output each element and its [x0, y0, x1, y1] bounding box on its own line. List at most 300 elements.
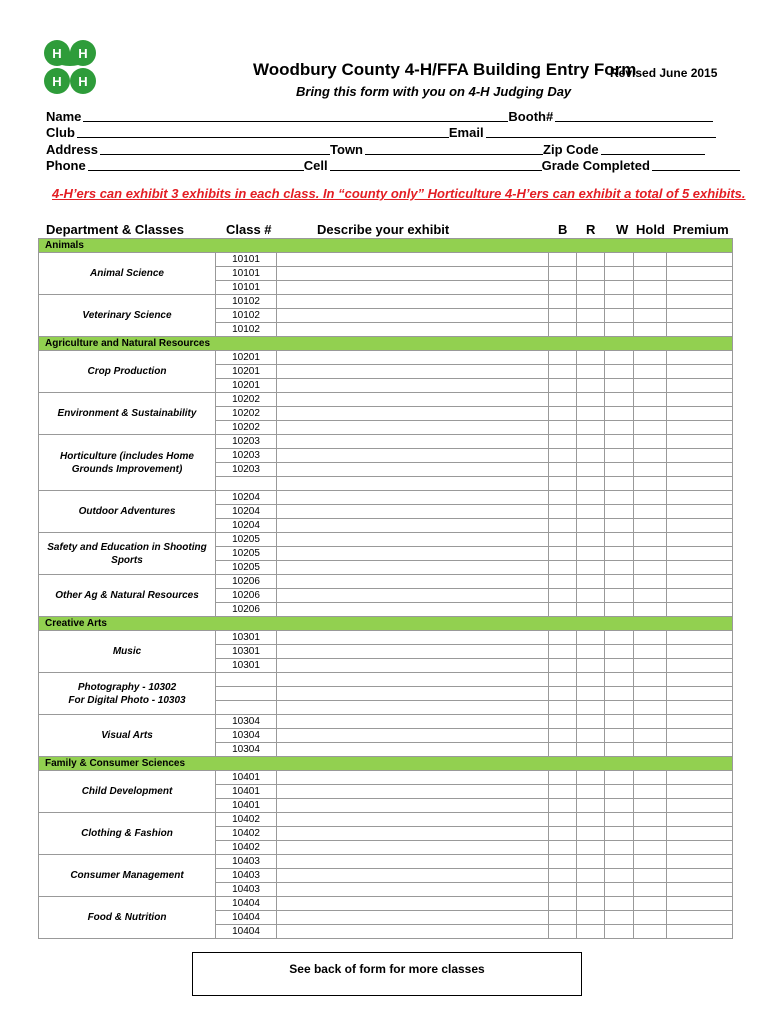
hold-cell[interactable] — [634, 673, 667, 687]
premium-cell[interactable] — [667, 393, 733, 407]
zip-field[interactable] — [601, 143, 705, 155]
hold-cell[interactable] — [634, 323, 667, 337]
premium-cell[interactable] — [667, 925, 733, 939]
r-cell[interactable] — [577, 365, 605, 379]
r-cell[interactable] — [577, 729, 605, 743]
hold-cell[interactable] — [634, 631, 667, 645]
r-cell[interactable] — [577, 323, 605, 337]
describe-cell[interactable] — [277, 897, 549, 911]
hold-cell[interactable] — [634, 253, 667, 267]
r-cell[interactable] — [577, 253, 605, 267]
describe-cell[interactable] — [277, 449, 549, 463]
b-cell[interactable] — [549, 491, 577, 505]
w-cell[interactable] — [605, 393, 634, 407]
premium-cell[interactable] — [667, 631, 733, 645]
describe-cell[interactable] — [277, 505, 549, 519]
w-cell[interactable] — [605, 281, 634, 295]
w-cell[interactable] — [605, 785, 634, 799]
hold-cell[interactable] — [634, 407, 667, 421]
premium-cell[interactable] — [667, 687, 733, 701]
describe-cell[interactable] — [277, 645, 549, 659]
premium-cell[interactable] — [667, 253, 733, 267]
b-cell[interactable] — [549, 701, 577, 715]
hold-cell[interactable] — [634, 869, 667, 883]
premium-cell[interactable] — [667, 743, 733, 757]
describe-cell[interactable] — [277, 631, 549, 645]
w-cell[interactable] — [605, 477, 634, 491]
b-cell[interactable] — [549, 421, 577, 435]
describe-cell[interactable] — [277, 673, 549, 687]
premium-cell[interactable] — [667, 715, 733, 729]
r-cell[interactable] — [577, 785, 605, 799]
describe-cell[interactable] — [277, 309, 549, 323]
b-cell[interactable] — [549, 463, 577, 477]
w-cell[interactable] — [605, 253, 634, 267]
r-cell[interactable] — [577, 533, 605, 547]
w-cell[interactable] — [605, 729, 634, 743]
w-cell[interactable] — [605, 449, 634, 463]
r-cell[interactable] — [577, 477, 605, 491]
describe-cell[interactable] — [277, 407, 549, 421]
b-cell[interactable] — [549, 519, 577, 533]
r-cell[interactable] — [577, 673, 605, 687]
premium-cell[interactable] — [667, 533, 733, 547]
premium-cell[interactable] — [667, 547, 733, 561]
b-cell[interactable] — [549, 575, 577, 589]
b-cell[interactable] — [549, 715, 577, 729]
r-cell[interactable] — [577, 855, 605, 869]
premium-cell[interactable] — [667, 477, 733, 491]
hold-cell[interactable] — [634, 813, 667, 827]
w-cell[interactable] — [605, 897, 634, 911]
w-cell[interactable] — [605, 813, 634, 827]
r-cell[interactable] — [577, 897, 605, 911]
b-cell[interactable] — [549, 323, 577, 337]
premium-cell[interactable] — [667, 785, 733, 799]
hold-cell[interactable] — [634, 365, 667, 379]
w-cell[interactable] — [605, 883, 634, 897]
hold-cell[interactable] — [634, 533, 667, 547]
b-cell[interactable] — [549, 561, 577, 575]
describe-cell[interactable] — [277, 393, 549, 407]
r-cell[interactable] — [577, 491, 605, 505]
w-cell[interactable] — [605, 589, 634, 603]
premium-cell[interactable] — [667, 351, 733, 365]
premium-cell[interactable] — [667, 883, 733, 897]
w-cell[interactable] — [605, 407, 634, 421]
w-cell[interactable] — [605, 855, 634, 869]
b-cell[interactable] — [549, 365, 577, 379]
describe-cell[interactable] — [277, 519, 549, 533]
hold-cell[interactable] — [634, 463, 667, 477]
describe-cell[interactable] — [277, 533, 549, 547]
hold-cell[interactable] — [634, 575, 667, 589]
b-cell[interactable] — [549, 547, 577, 561]
w-cell[interactable] — [605, 743, 634, 757]
hold-cell[interactable] — [634, 519, 667, 533]
premium-cell[interactable] — [667, 771, 733, 785]
w-cell[interactable] — [605, 603, 634, 617]
cell-label: Cell — [303, 158, 328, 173]
hold-cell[interactable] — [634, 393, 667, 407]
premium-cell[interactable] — [667, 827, 733, 841]
w-cell[interactable] — [605, 547, 634, 561]
r-cell[interactable] — [577, 771, 605, 785]
r-cell[interactable] — [577, 715, 605, 729]
r-cell[interactable] — [577, 575, 605, 589]
premium-cell[interactable] — [667, 575, 733, 589]
premium-cell[interactable] — [667, 855, 733, 869]
describe-cell[interactable] — [277, 421, 549, 435]
hold-cell[interactable] — [634, 267, 667, 281]
describe-cell[interactable] — [277, 715, 549, 729]
b-cell[interactable] — [549, 771, 577, 785]
premium-cell[interactable] — [667, 729, 733, 743]
describe-cell[interactable] — [277, 799, 549, 813]
b-cell[interactable] — [549, 351, 577, 365]
w-cell[interactable] — [605, 435, 634, 449]
hold-cell[interactable] — [634, 729, 667, 743]
hold-cell[interactable] — [634, 589, 667, 603]
premium-cell[interactable] — [667, 813, 733, 827]
w-cell[interactable] — [605, 351, 634, 365]
r-cell[interactable] — [577, 295, 605, 309]
hold-cell[interactable] — [634, 925, 667, 939]
r-cell[interactable] — [577, 379, 605, 393]
describe-cell[interactable] — [277, 589, 549, 603]
r-cell[interactable] — [577, 841, 605, 855]
b-cell[interactable] — [549, 729, 577, 743]
describe-cell[interactable] — [277, 253, 549, 267]
w-cell[interactable] — [605, 841, 634, 855]
premium-cell[interactable] — [667, 603, 733, 617]
premium-cell[interactable] — [667, 589, 733, 603]
r-cell[interactable] — [577, 407, 605, 421]
premium-cell[interactable] — [667, 323, 733, 337]
describe-cell[interactable] — [277, 351, 549, 365]
class-label: Clothing & Fashion — [39, 813, 216, 855]
premium-cell[interactable] — [667, 407, 733, 421]
r-cell[interactable] — [577, 631, 605, 645]
hold-cell[interactable] — [634, 701, 667, 715]
hold-cell[interactable] — [634, 505, 667, 519]
hold-cell[interactable] — [634, 449, 667, 463]
b-cell[interactable] — [549, 253, 577, 267]
hold-cell[interactable] — [634, 827, 667, 841]
b-cell[interactable] — [549, 505, 577, 519]
r-cell[interactable] — [577, 813, 605, 827]
hold-cell[interactable] — [634, 379, 667, 393]
describe-cell[interactable] — [277, 267, 549, 281]
w-cell[interactable] — [605, 575, 634, 589]
class-number: 10203 — [216, 449, 277, 463]
b-cell[interactable] — [549, 309, 577, 323]
w-cell[interactable] — [605, 533, 634, 547]
describe-cell[interactable] — [277, 883, 549, 897]
premium-cell[interactable] — [667, 463, 733, 477]
class-label: Child Development — [39, 771, 216, 813]
r-cell[interactable] — [577, 883, 605, 897]
premium-cell[interactable] — [667, 379, 733, 393]
hold-cell[interactable] — [634, 603, 667, 617]
describe-cell[interactable] — [277, 743, 549, 757]
w-cell[interactable] — [605, 421, 634, 435]
b-cell[interactable] — [549, 267, 577, 281]
b-cell[interactable] — [549, 869, 577, 883]
b-cell[interactable] — [549, 743, 577, 757]
w-cell[interactable] — [605, 701, 634, 715]
describe-cell[interactable] — [277, 435, 549, 449]
describe-cell[interactable] — [277, 729, 549, 743]
w-cell[interactable] — [605, 505, 634, 519]
b-cell[interactable] — [549, 799, 577, 813]
w-cell[interactable] — [605, 309, 634, 323]
r-cell[interactable] — [577, 421, 605, 435]
w-cell[interactable] — [605, 519, 634, 533]
describe-cell[interactable] — [277, 827, 549, 841]
describe-cell[interactable] — [277, 365, 549, 379]
r-cell[interactable] — [577, 603, 605, 617]
w-cell[interactable] — [605, 379, 634, 393]
describe-cell[interactable] — [277, 855, 549, 869]
describe-cell[interactable] — [277, 463, 549, 477]
revised-date: Revised June 2015 — [610, 66, 718, 80]
w-cell[interactable] — [605, 771, 634, 785]
b-cell[interactable] — [549, 813, 577, 827]
r-cell[interactable] — [577, 869, 605, 883]
describe-cell[interactable] — [277, 603, 549, 617]
b-cell[interactable] — [549, 645, 577, 659]
describe-cell[interactable] — [277, 323, 549, 337]
hold-cell[interactable] — [634, 897, 667, 911]
b-cell[interactable] — [549, 477, 577, 491]
hold-cell[interactable] — [634, 295, 667, 309]
r-cell[interactable] — [577, 561, 605, 575]
w-cell[interactable] — [605, 673, 634, 687]
describe-cell[interactable] — [277, 477, 549, 491]
r-cell[interactable] — [577, 309, 605, 323]
hold-cell[interactable] — [634, 799, 667, 813]
premium-cell[interactable] — [667, 645, 733, 659]
b-cell[interactable] — [549, 925, 577, 939]
r-cell[interactable] — [577, 547, 605, 561]
b-cell[interactable] — [549, 449, 577, 463]
describe-cell[interactable] — [277, 659, 549, 673]
b-cell[interactable] — [549, 659, 577, 673]
hold-cell[interactable] — [634, 645, 667, 659]
b-cell[interactable] — [549, 883, 577, 897]
b-cell[interactable] — [549, 855, 577, 869]
b-cell[interactable] — [549, 533, 577, 547]
b-cell[interactable] — [549, 295, 577, 309]
b-cell[interactable] — [549, 379, 577, 393]
premium-cell[interactable] — [667, 869, 733, 883]
r-cell[interactable] — [577, 505, 605, 519]
r-cell[interactable] — [577, 911, 605, 925]
premium-cell[interactable] — [667, 435, 733, 449]
w-cell[interactable] — [605, 631, 634, 645]
cell-field[interactable] — [330, 159, 542, 171]
r-cell[interactable] — [577, 743, 605, 757]
b-cell[interactable] — [549, 407, 577, 421]
premium-cell[interactable] — [667, 309, 733, 323]
describe-cell[interactable] — [277, 771, 549, 785]
hold-cell[interactable] — [634, 911, 667, 925]
describe-cell[interactable] — [277, 491, 549, 505]
w-cell[interactable] — [605, 463, 634, 477]
b-cell[interactable] — [549, 603, 577, 617]
premium-cell[interactable] — [667, 505, 733, 519]
phone-field[interactable] — [88, 159, 304, 171]
address-label: Address — [46, 141, 99, 157]
hold-cell[interactable] — [634, 771, 667, 785]
b-cell[interactable] — [549, 911, 577, 925]
w-cell[interactable] — [605, 827, 634, 841]
b-cell[interactable] — [549, 589, 577, 603]
describe-cell[interactable] — [277, 281, 549, 295]
describe-cell[interactable] — [277, 295, 549, 309]
r-cell[interactable] — [577, 659, 605, 673]
describe-cell[interactable] — [277, 561, 549, 575]
describe-cell[interactable] — [277, 925, 549, 939]
r-cell[interactable] — [577, 589, 605, 603]
premium-cell[interactable] — [667, 267, 733, 281]
b-cell[interactable] — [549, 435, 577, 449]
hold-cell[interactable] — [634, 435, 667, 449]
describe-cell[interactable] — [277, 841, 549, 855]
class-number: 10203 — [216, 435, 277, 449]
w-cell[interactable] — [605, 561, 634, 575]
hold-cell[interactable] — [634, 687, 667, 701]
premium-cell[interactable] — [667, 701, 733, 715]
address-field[interactable] — [100, 143, 330, 155]
r-cell[interactable] — [577, 687, 605, 701]
class-number: 10304 — [216, 715, 277, 729]
town-field[interactable] — [365, 143, 543, 155]
b-cell[interactable] — [549, 897, 577, 911]
w-cell[interactable] — [605, 659, 634, 673]
premium-cell[interactable] — [667, 673, 733, 687]
b-cell[interactable] — [549, 687, 577, 701]
describe-cell[interactable] — [277, 547, 549, 561]
w-cell[interactable] — [605, 869, 634, 883]
name-field[interactable] — [83, 110, 508, 122]
premium-cell[interactable] — [667, 519, 733, 533]
booth-field[interactable] — [555, 110, 713, 122]
table-row — [39, 771, 733, 785]
r-cell[interactable] — [577, 799, 605, 813]
describe-cell[interactable] — [277, 687, 549, 701]
premium-cell[interactable] — [667, 561, 733, 575]
b-cell[interactable] — [549, 393, 577, 407]
r-cell[interactable] — [577, 925, 605, 939]
w-cell[interactable] — [605, 645, 634, 659]
class-number: 10201 — [216, 351, 277, 365]
b-cell[interactable] — [549, 841, 577, 855]
class-number: 10403 — [216, 883, 277, 897]
premium-cell[interactable] — [667, 491, 733, 505]
hold-cell[interactable] — [634, 855, 667, 869]
premium-cell[interactable] — [667, 897, 733, 911]
email-field[interactable] — [486, 126, 716, 138]
describe-cell[interactable] — [277, 701, 549, 715]
premium-cell[interactable] — [667, 799, 733, 813]
b-cell[interactable] — [549, 631, 577, 645]
hold-cell[interactable] — [634, 477, 667, 491]
hold-cell[interactable] — [634, 659, 667, 673]
hold-cell[interactable] — [634, 421, 667, 435]
r-cell[interactable] — [577, 463, 605, 477]
w-cell[interactable] — [605, 715, 634, 729]
grade-field[interactable] — [652, 159, 740, 171]
describe-cell[interactable] — [277, 869, 549, 883]
hold-cell[interactable] — [634, 351, 667, 365]
premium-cell[interactable] — [667, 841, 733, 855]
w-cell[interactable] — [605, 323, 634, 337]
hold-cell[interactable] — [634, 785, 667, 799]
hold-cell[interactable] — [634, 281, 667, 295]
describe-cell[interactable] — [277, 813, 549, 827]
hold-cell[interactable] — [634, 883, 667, 897]
premium-cell[interactable] — [667, 911, 733, 925]
hold-cell[interactable] — [634, 547, 667, 561]
hold-cell[interactable] — [634, 841, 667, 855]
class-number: 10404 — [216, 911, 277, 925]
describe-cell[interactable] — [277, 785, 549, 799]
club-field[interactable] — [77, 126, 449, 138]
w-cell[interactable] — [605, 925, 634, 939]
r-cell[interactable] — [577, 645, 605, 659]
premium-cell[interactable] — [667, 281, 733, 295]
premium-cell[interactable] — [667, 449, 733, 463]
r-cell[interactable] — [577, 351, 605, 365]
describe-cell[interactable] — [277, 575, 549, 589]
b-cell[interactable] — [549, 827, 577, 841]
b-cell[interactable] — [549, 785, 577, 799]
r-cell[interactable] — [577, 519, 605, 533]
r-cell[interactable] — [577, 281, 605, 295]
w-cell[interactable] — [605, 911, 634, 925]
w-cell[interactable] — [605, 365, 634, 379]
r-cell[interactable] — [577, 393, 605, 407]
w-cell[interactable] — [605, 295, 634, 309]
describe-cell[interactable] — [277, 379, 549, 393]
r-cell[interactable] — [577, 435, 605, 449]
w-cell[interactable] — [605, 267, 634, 281]
premium-cell[interactable] — [667, 421, 733, 435]
hold-cell[interactable] — [634, 309, 667, 323]
hold-cell[interactable] — [634, 561, 667, 575]
premium-cell[interactable] — [667, 295, 733, 309]
class-number: 10206 — [216, 603, 277, 617]
name-label: Name — [46, 108, 82, 124]
w-cell[interactable] — [605, 491, 634, 505]
hold-cell[interactable] — [634, 715, 667, 729]
r-cell[interactable] — [577, 267, 605, 281]
premium-cell[interactable] — [667, 365, 733, 379]
w-cell[interactable] — [605, 687, 634, 701]
w-cell[interactable] — [605, 799, 634, 813]
r-cell[interactable] — [577, 701, 605, 715]
hold-cell[interactable] — [634, 491, 667, 505]
b-cell[interactable] — [549, 673, 577, 687]
premium-cell[interactable] — [667, 659, 733, 673]
describe-cell[interactable] — [277, 911, 549, 925]
b-cell[interactable] — [549, 281, 577, 295]
r-cell[interactable] — [577, 827, 605, 841]
r-cell[interactable] — [577, 449, 605, 463]
hold-cell[interactable] — [634, 743, 667, 757]
